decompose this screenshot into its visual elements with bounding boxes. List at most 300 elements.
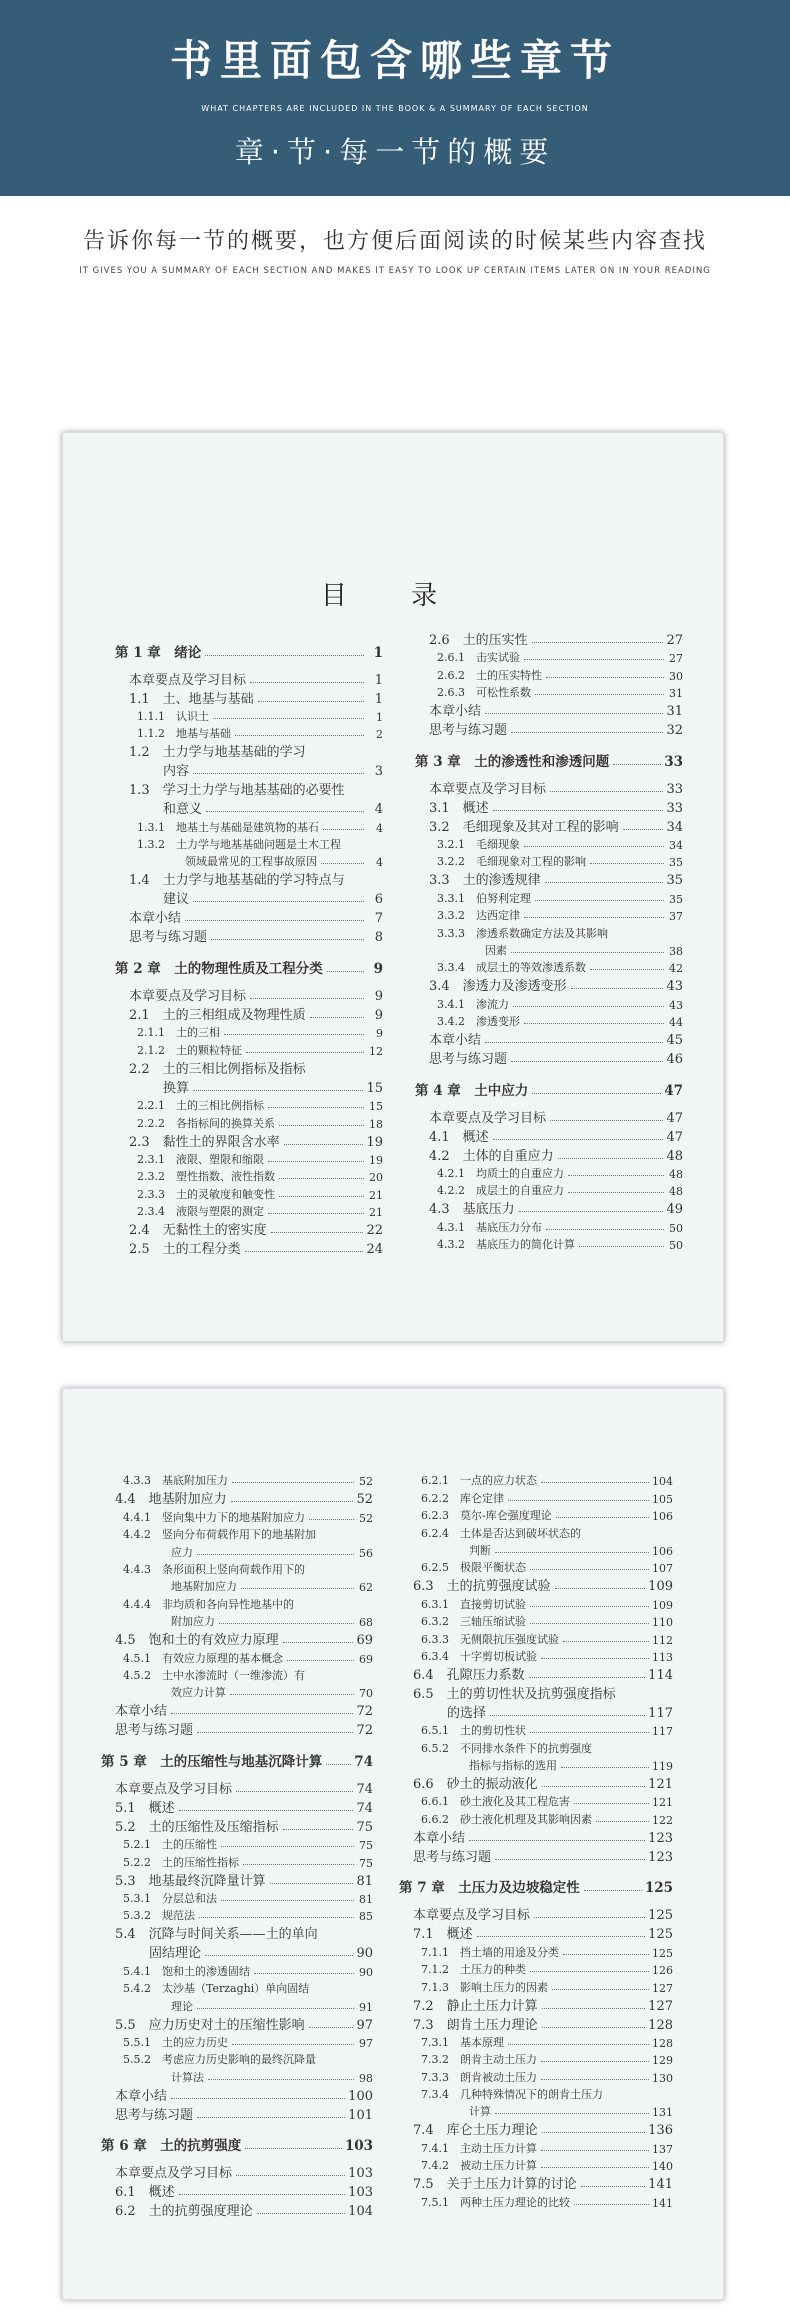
toc-page-number: 112 xyxy=(652,1633,673,1647)
toc-page-number: 19 xyxy=(366,1134,383,1150)
toc-chapter-entry xyxy=(415,1077,683,1099)
toc-leader-dots xyxy=(208,2079,354,2080)
toc-entry-label: 5.5.1 土的应力历史 xyxy=(123,2035,228,2049)
toc-entry xyxy=(415,1012,683,1029)
toc-leader-dots xyxy=(530,1732,649,1733)
toc-leader-dots xyxy=(284,1144,364,1145)
toc-entry-label: 6.5.2 不同排水条件下的抗剪强度 xyxy=(421,1741,592,1755)
toc-entry xyxy=(101,1906,373,1923)
toc-leader-dots xyxy=(283,1642,354,1643)
toc-leader-dots xyxy=(493,1139,664,1140)
toc-leader-dots xyxy=(245,2148,342,2149)
toc-page-number: 90 xyxy=(356,1946,373,1962)
toc-page-number: 31 xyxy=(669,687,683,701)
toc-page-number: 47 xyxy=(666,1110,683,1126)
toc-leader-dots xyxy=(574,2204,649,2205)
toc-page-number: 68 xyxy=(359,1616,373,1630)
toc-entry xyxy=(399,2067,673,2084)
toc-entry xyxy=(115,1040,383,1057)
toc-entry xyxy=(415,1029,683,1048)
toc-page-number: 49 xyxy=(666,1202,683,1218)
toc-entry-label: 计算法 xyxy=(171,2070,204,2084)
toc-entry xyxy=(101,1629,373,1648)
toc-entry-label: 7.2 静止土压力计算 xyxy=(413,1998,538,2014)
toc-entry-label: 6.5.1 土的剪切性状 xyxy=(421,1724,526,1738)
toc-page-number: 21 xyxy=(369,1188,383,1202)
toc-entry-label: 地基附加应力 xyxy=(171,1580,237,1594)
toc-page-number: 43 xyxy=(666,979,683,995)
toc-page-number: 140 xyxy=(652,2160,673,2174)
toc-leader-dots xyxy=(571,988,664,989)
toc-page-number: 30 xyxy=(669,669,683,683)
toc-page-number: 75 xyxy=(359,1856,373,1870)
toc-entry xyxy=(415,958,683,975)
toc-leader-dots xyxy=(563,1641,649,1642)
toc-page-number: 105 xyxy=(652,1492,673,1506)
toc-entry-label: 6.1 概述 xyxy=(115,2185,175,2201)
toc-page-number: 123 xyxy=(648,1849,673,1865)
toc-entry-label: 2.2.2 各指标间的换算关系 xyxy=(137,1116,275,1130)
toc-entry-label: 2.3.1 液限、塑限和缩限 xyxy=(137,1152,264,1166)
toc-page-number: 6 xyxy=(374,892,383,908)
toc-leader-dots xyxy=(541,2079,649,2080)
toc-page-number: 1 xyxy=(373,644,383,661)
toc-leader-dots xyxy=(211,939,364,940)
toc-entry xyxy=(101,1797,373,1816)
toc-leader-dots xyxy=(541,2061,649,2062)
toc-page-number: 48 xyxy=(666,1148,683,1164)
toc-entry xyxy=(399,2014,673,2033)
toc-leader-dots xyxy=(235,735,364,736)
toc-leader-dots xyxy=(205,1955,353,1956)
toc-entry-label: 本章小结 xyxy=(413,1830,466,1846)
toc-page-number: 119 xyxy=(652,1760,673,1774)
toc-page-1 xyxy=(62,432,724,1342)
toc-page-number: 104 xyxy=(348,2204,373,2220)
toc-entry xyxy=(101,1942,373,1961)
toc-leader-dots xyxy=(490,1715,645,1716)
toc-entry-label: 和意义 xyxy=(163,802,203,818)
toc-entry-label: 本章小结 xyxy=(115,2088,168,2104)
toc-entry-label: 4.3.3 基底附加压力 xyxy=(123,1474,228,1488)
toc-page-number: 18 xyxy=(369,1117,383,1131)
toc-leader-dots xyxy=(236,1791,353,1792)
toc-leader-dots xyxy=(205,655,364,656)
toc-entry xyxy=(101,1719,373,1738)
toc-entry xyxy=(399,1738,673,1755)
toc-leader-dots xyxy=(213,718,364,719)
toc-entry-label: 第 5 章 土的压缩性与地基沉降计算 xyxy=(101,1753,323,1770)
toc-leader-dots xyxy=(513,1006,664,1007)
toc-entry xyxy=(115,1096,383,1113)
toc-leader-dots xyxy=(241,1588,354,1589)
toc-entry xyxy=(101,1577,373,1594)
toc-entry xyxy=(101,1525,373,1542)
toc-entry-label: 2.3.3 土的灵敏度和触变性 xyxy=(137,1187,275,1201)
toc-leader-dots xyxy=(197,1732,353,1733)
toc-entry-label: 4.1 概述 xyxy=(429,1129,489,1145)
banner-subtitle-en: WHAT CHAPTERS ARE INCLUDED IN THE BOOK & A SUMMARY OF EACH SECTION xyxy=(201,104,589,113)
toc-leader-dots xyxy=(530,1569,649,1570)
toc-entry-label: 7.3.1 基本原理 xyxy=(421,2035,504,2049)
toc-entry-label: 3.3.3 渗透系数确定方法及其影响 xyxy=(437,926,608,940)
toc-chapter-entry xyxy=(415,748,683,770)
toc-entry xyxy=(399,1995,673,2014)
toc-leader-dots xyxy=(279,1125,364,1126)
toc-leader-dots xyxy=(268,1161,364,1162)
toc-entry xyxy=(415,683,683,700)
toc-page-2 xyxy=(62,1388,724,2300)
toc-page-number: 31 xyxy=(666,704,683,720)
toc-page-number: 9 xyxy=(373,960,383,977)
toc-entry-label: 2.3.2 塑性指数、液性指数 xyxy=(137,1170,275,1184)
toc-page-number: 109 xyxy=(648,1579,673,1595)
toc-page-number: 48 xyxy=(669,1185,683,1199)
toc-leader-dots xyxy=(485,1042,663,1043)
toc-leader-dots xyxy=(542,2132,645,2133)
toc-entry xyxy=(101,1683,373,1700)
toc-entry-label: 思考与练习题 xyxy=(413,1849,492,1865)
toc-right-column xyxy=(399,1471,673,2210)
toc-page-number: 85 xyxy=(359,1910,373,1924)
toc-page-number: 91 xyxy=(359,2000,373,2014)
toc-entry xyxy=(399,2102,673,2119)
toc-page-number: 117 xyxy=(652,1725,673,1739)
toc-entry-label: 3.3.2 达西定律 xyxy=(437,909,520,923)
toc-entry-label: 2.3 黏性土的界限含水率 xyxy=(129,1134,280,1150)
toc-entry xyxy=(115,1113,383,1130)
toc-page-number: 27 xyxy=(666,633,683,648)
toc-entry-label: 本章小结 xyxy=(429,704,482,720)
toc-entry-label: 4.4.4 非均质和各向异性地基中的 xyxy=(123,1597,294,1611)
toc-entry xyxy=(101,1870,373,1889)
toc-page-number: 106 xyxy=(652,1510,673,1524)
toc-page-number: 123 xyxy=(648,1830,673,1846)
toc-leader-dots xyxy=(541,2167,649,2168)
toc-page-number: 20 xyxy=(369,1171,383,1185)
toc-page-number: 125 xyxy=(648,1908,673,1924)
toc-leader-dots xyxy=(179,1810,354,1811)
toc-entry-label: 思考与练习题 xyxy=(115,2107,194,2123)
toc-leader-dots xyxy=(613,764,661,765)
toc-entry-label: 7.5 关于土压力计算的讨论 xyxy=(413,2177,577,2193)
toc-leader-dots xyxy=(524,917,664,918)
toc-entry-label: 第 1 章 绪论 xyxy=(115,644,202,661)
toc-entry-label: 4.3 基底压力 xyxy=(429,1202,515,1218)
toc-page-number: 42 xyxy=(669,962,683,976)
toc-entry-label: 第 6 章 土的抗剪强度 xyxy=(101,2138,242,2155)
toc-leader-dots xyxy=(258,701,364,702)
toc-entry-label: 6.3.4 十字剪切板试验 xyxy=(421,1649,537,1663)
toc-entry-label: 3.2 毛细现象及其对工程的影响 xyxy=(429,819,619,835)
toc-entry xyxy=(415,629,683,648)
toc-entry-label: 本章要点及学习目标 xyxy=(115,1781,233,1797)
toc-entry-label: 1.3.2 土力学与地基基础问题是土木工程 xyxy=(137,838,341,852)
toc-entry xyxy=(115,741,383,760)
toc-page-number: 1 xyxy=(374,672,383,688)
toc-leader-dots xyxy=(236,2175,345,2176)
toc-leader-dots xyxy=(563,1954,649,1955)
toc-left-column xyxy=(115,639,383,1257)
toc-entry-label: 第 7 章 土压力及边坡稳定性 xyxy=(399,1880,580,1897)
toc-entry xyxy=(415,1217,683,1234)
toc-entry xyxy=(115,1202,383,1219)
toc-leader-dots xyxy=(321,863,364,864)
toc-entry xyxy=(115,817,383,834)
toc-entry-label: 指标与指标的选用 xyxy=(469,1759,557,1773)
toc-entry xyxy=(399,1960,673,1977)
toc-page-number: 22 xyxy=(366,1223,383,1239)
toc-entry-label: 效应力计算 xyxy=(171,1686,226,1700)
toc-entry xyxy=(115,926,383,945)
toc-entry-label: 2.4 无黏性土的密实度 xyxy=(129,1223,267,1239)
toc-chapter-entry xyxy=(399,1875,673,1897)
toc-entry-label: 6.6.1 砂土液化及其工程危害 xyxy=(421,1795,570,1809)
toc-page-number: 125 xyxy=(644,1880,673,1897)
toc-leader-dots xyxy=(171,2098,345,2099)
toc-entry xyxy=(415,816,683,835)
toc-entry xyxy=(101,1889,373,1906)
toc-entry-label: 3.3 土的渗透规律 xyxy=(429,873,541,889)
toc-leader-dots xyxy=(546,1229,664,1230)
toc-page-number: 74 xyxy=(354,1753,373,1770)
toc-page-number: 81 xyxy=(359,1892,373,1906)
toc-leader-dots xyxy=(250,998,364,999)
toc-page-number: 4 xyxy=(376,856,383,870)
toc-page-number: 56 xyxy=(359,1546,373,1560)
toc-entry-label: 4.5.2 土中水渗流时（一维渗流）有 xyxy=(123,1668,305,1682)
toc-entry-label: 5.3 地基最终沉降量计算 xyxy=(115,1873,266,1889)
toc-entry xyxy=(101,1778,373,1797)
toc-page-number: 121 xyxy=(652,1796,673,1810)
toc-leader-dots xyxy=(541,1482,649,1483)
toc-page-number: 69 xyxy=(356,1633,373,1649)
toc-page-number: 110 xyxy=(652,1616,673,1630)
toc-leader-dots xyxy=(246,1052,364,1053)
toc-entry xyxy=(101,2033,373,2050)
toc-page-number: 8 xyxy=(374,930,383,946)
toc-entry-label: 本章要点及学习目标 xyxy=(429,1110,547,1126)
toc-page-number: 1 xyxy=(376,710,383,724)
toc-entry xyxy=(399,1923,673,1942)
toc-entry xyxy=(399,1846,673,1865)
toc-leader-dots xyxy=(511,952,664,953)
toc-entry xyxy=(415,975,683,994)
toc-entry-label: 7.3.3 朗肯被动土压力 xyxy=(421,2070,537,2084)
toc-entry-label: 6.3.2 三轴压缩试验 xyxy=(421,1615,526,1629)
toc-leader-dots xyxy=(535,900,664,901)
toc-page-number: 109 xyxy=(652,1598,673,1612)
toc-entry-label: 4.2 土体的自重应力 xyxy=(429,1148,554,1164)
toc-entry xyxy=(101,1542,373,1559)
banner-title: 书里面包含哪些章节 xyxy=(169,36,620,85)
toc-leader-dots xyxy=(546,677,664,678)
toc-page-number: 15 xyxy=(369,1100,383,1114)
toc-entry xyxy=(415,778,683,797)
toc-leader-dots xyxy=(271,1232,364,1233)
toc-entry xyxy=(399,1942,673,1959)
toc-leader-dots xyxy=(250,682,364,683)
toc-leader-dots xyxy=(579,1246,664,1247)
toc-entry xyxy=(101,1560,373,1577)
toc-entry-label: 本章要点及学习目标 xyxy=(129,672,247,688)
toc-leader-dots xyxy=(508,2044,649,2045)
toc-entry-label: 本章小结 xyxy=(429,1033,482,1049)
toc-page-number: 19 xyxy=(369,1153,383,1167)
toc-page-number: 106 xyxy=(652,1544,673,1558)
toc-entry-label: 2.5 土的工程分类 xyxy=(129,1242,241,1258)
toc-page-number: 52 xyxy=(359,1511,373,1525)
toc-entry-label: 2.6.2 土的压实特性 xyxy=(437,668,542,682)
toc-page-number: 125 xyxy=(652,1946,673,1960)
toc-entry xyxy=(115,1167,383,1184)
toc-entry xyxy=(101,2067,373,2084)
toc-entry xyxy=(101,1666,373,1683)
toc-entry-label: 5.3.2 规范法 xyxy=(123,1909,195,1923)
toc-entry-label: 7.3 朗肯土压力理论 xyxy=(413,2017,538,2033)
intro-text-en: IT GIVES YOU A SUMMARY OF EACH SECTION AND MAKES IT EASY TO LOOK UP CERTAIN ITEMS LATER ON IN YOUR READING xyxy=(79,266,711,276)
toc-entry xyxy=(115,888,383,907)
toc-page-number: 74 xyxy=(356,1781,373,1797)
toc-entry-label: 本章小结 xyxy=(129,911,182,927)
toc-entry xyxy=(101,1923,373,1942)
toc-entry-label: 4.4.2 竖向分布荷载作用下的地基附加 xyxy=(123,1528,316,1542)
toc-leader-dots xyxy=(197,2008,354,2009)
toc-leader-dots xyxy=(197,2117,345,2118)
toc-entry-label: 6.6 砂土的振动液化 xyxy=(413,1777,538,1793)
toc-leader-dots xyxy=(171,1713,353,1714)
toc-entry-label: 3.1 概述 xyxy=(429,800,489,816)
toc-entry-label: 思考与练习题 xyxy=(429,1052,508,1068)
toc-leader-dots xyxy=(530,1623,649,1624)
toc-entry xyxy=(415,835,683,852)
toc-page-number: 117 xyxy=(648,1705,673,1721)
toc-entry xyxy=(399,1558,673,1575)
toc-leader-dots xyxy=(199,1917,354,1918)
toc-entry-label: 第 4 章 土中应力 xyxy=(415,1082,529,1099)
toc-page-number: 4 xyxy=(376,821,383,835)
toc-page-number: 47 xyxy=(666,1129,683,1145)
toc-entry-label: 3.4.2 渗透变形 xyxy=(437,1015,520,1029)
toc-entry-label: 理论 xyxy=(171,1999,193,2013)
toc-entry-label: 3.4 渗透力及渗透变形 xyxy=(429,979,567,995)
toc-entry xyxy=(399,1541,673,1558)
toc-page-number: 45 xyxy=(666,1033,683,1049)
toc-entry xyxy=(101,1835,373,1852)
toc-leader-dots xyxy=(534,1917,645,1918)
toc-chapter-entry xyxy=(115,955,383,977)
toc-entry xyxy=(415,1126,683,1145)
toc-leader-dots xyxy=(511,1061,663,1062)
toc-page-number: 35 xyxy=(669,856,683,870)
toc-entry-label: 2.6.1 击实试验 xyxy=(437,651,520,665)
toc-entry xyxy=(115,1023,383,1040)
toc-page-number: 27 xyxy=(669,652,683,666)
toc-leader-dots xyxy=(224,1034,364,1035)
toc-entry-label: 6.2.2 库仑定律 xyxy=(421,1491,504,1505)
toc-entry xyxy=(415,1048,683,1067)
toc-entry-label: 固结理论 xyxy=(149,1946,202,1962)
toc-page-number: 130 xyxy=(652,2071,673,2085)
toc-leader-dots xyxy=(558,1158,664,1159)
intro-text-cn: 告诉你每一节的概要，也方便后面阅读的时候某些内容查找 xyxy=(82,229,707,254)
toc-leader-dots xyxy=(529,1677,645,1678)
toc-page-number: 35 xyxy=(669,892,683,906)
toc-page-number: 128 xyxy=(648,2017,673,2033)
toc-page-number: 44 xyxy=(669,1016,683,1030)
toc-entry xyxy=(115,1238,383,1257)
toc-entry xyxy=(101,2162,373,2181)
toc-leader-dots xyxy=(197,1554,354,1555)
toc-entry xyxy=(399,1523,673,1540)
toc-page-number: 137 xyxy=(652,2142,673,2156)
toc-entry-label: 4.3.2 基底压力的简化计算 xyxy=(437,1238,575,1252)
toc-entry xyxy=(399,2085,673,2102)
toc-leader-dots xyxy=(469,1840,645,1841)
toc-entry xyxy=(415,1198,683,1217)
toc-leader-dots xyxy=(590,863,664,864)
toc-page-number: 4 xyxy=(374,802,383,818)
toc-page-number: 104 xyxy=(652,1475,673,1489)
toc-entry xyxy=(399,2050,673,2067)
toc-entry xyxy=(415,1181,683,1198)
toc-leader-dots xyxy=(283,1829,354,1830)
toc-entry xyxy=(115,1131,383,1150)
toc-entry xyxy=(415,869,683,888)
toc-entry-label: 6.2.1 一点的应力状态 xyxy=(421,1474,537,1488)
toc-page-number: 52 xyxy=(359,1475,373,1489)
toc-leader-dots xyxy=(495,1552,649,1553)
toc-page-number: 72 xyxy=(356,1704,373,1720)
toc-page-number: 127 xyxy=(652,1981,673,1995)
toc-entry-label: 建议 xyxy=(163,892,190,908)
toc-entry-label: 7.1.1 挡土墙的用途及分类 xyxy=(421,1945,559,1959)
toc-page-number: 24 xyxy=(366,1242,383,1258)
toc-entry-label: 的选择 xyxy=(447,1705,487,1721)
toc-leader-dots xyxy=(245,1251,364,1252)
toc-chapter-entry xyxy=(101,1748,373,1770)
toc-leader-dots xyxy=(485,713,663,714)
toc-entry-label: 7.3.2 朗肯主动土压力 xyxy=(421,2053,537,2067)
toc-entry xyxy=(399,1575,673,1594)
toc-entry xyxy=(101,1979,373,1996)
toc-page-number: 70 xyxy=(359,1687,373,1701)
toc-page-number: 114 xyxy=(648,1667,673,1683)
toc-entry-label: 3.3.1 伯努利定理 xyxy=(437,891,531,905)
toc-leader-dots xyxy=(232,2044,354,2045)
toc-entry-label: 内容 xyxy=(163,764,190,780)
toc-page-number: 122 xyxy=(652,1813,673,1827)
toc-entry-label: 本章要点及学习目标 xyxy=(413,1908,531,1924)
toc-entry xyxy=(115,707,383,724)
toc-leader-dots xyxy=(287,1660,354,1661)
banner-tagline: 章·节·每一节的概要 xyxy=(234,135,556,169)
toc-entry xyxy=(415,719,683,738)
toc-page-number: 50 xyxy=(669,1221,683,1235)
toc-leader-dots xyxy=(309,2027,354,2028)
toc-leader-dots xyxy=(542,2027,645,2028)
toc-entry-label: 7.3.4 几种特殊情况下的朗肯土压力 xyxy=(421,2088,603,2102)
toc-entry-label: 领域最常见的工程事故原因 xyxy=(185,855,317,869)
toc-leader-dots xyxy=(268,1107,364,1108)
toc-leader-dots xyxy=(590,969,664,970)
toc-entry xyxy=(115,1077,383,1096)
toc-entry xyxy=(115,760,383,779)
toc-entry-label: 1.1.1 认识土 xyxy=(137,709,209,723)
toc-entry-label: 2.3.4 液限与塑限的测定 xyxy=(137,1205,264,1219)
toc-entry xyxy=(415,923,683,940)
toc-entry xyxy=(399,1488,673,1505)
